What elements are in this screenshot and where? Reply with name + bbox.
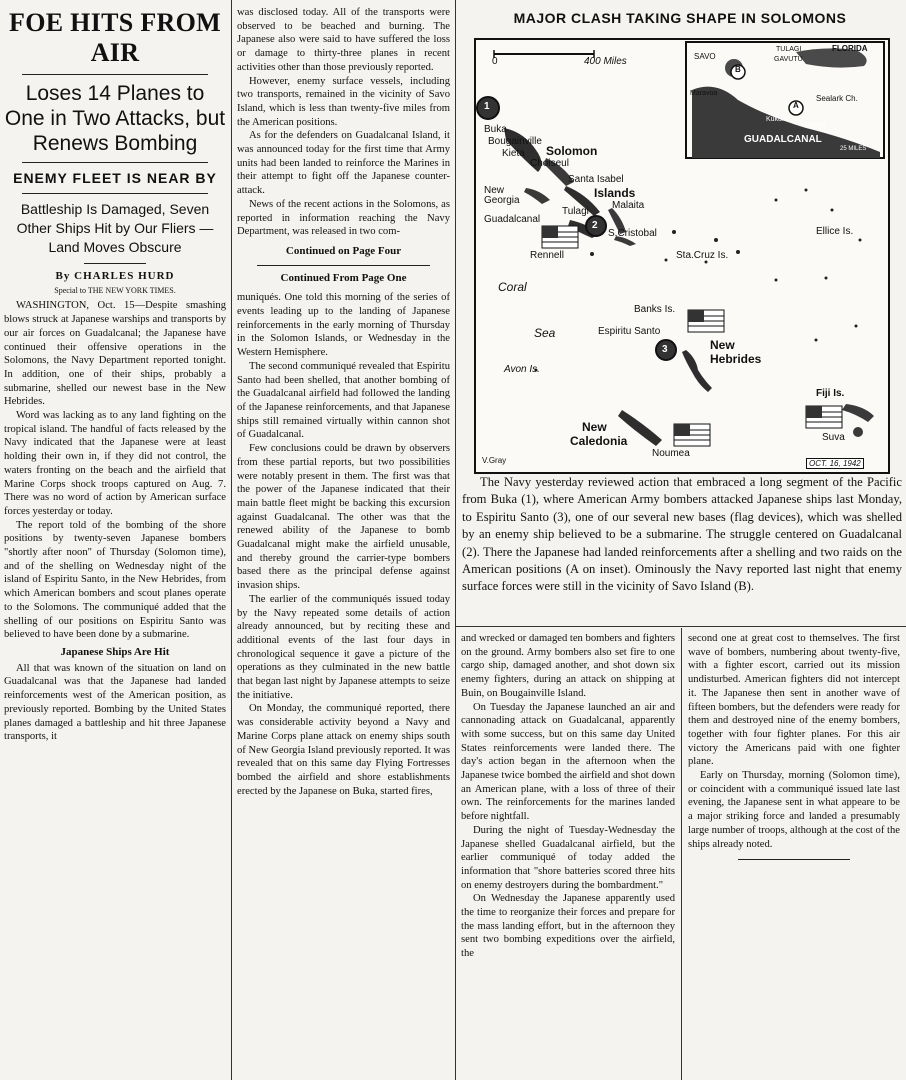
flag-noumea	[674, 424, 710, 446]
label-avon: Avon Is.	[504, 364, 540, 375]
label-tulagi: Tulagi	[562, 206, 589, 217]
new-hebrides-islands	[682, 350, 712, 392]
map-bottom-rule	[456, 626, 906, 627]
label-choiseul: Choiseul	[530, 158, 569, 169]
flag-guadalcanal	[542, 226, 578, 248]
divider	[257, 265, 430, 266]
inset-marker-a-letter: A	[793, 101, 799, 110]
solomons-map	[474, 38, 890, 474]
label-santa-isabel: Santa Isabel	[568, 174, 624, 185]
divider	[22, 193, 208, 194]
label-guadalcanal: Guadalcanal	[484, 214, 541, 225]
jump-line-continued-from: Continued From Page One	[280, 271, 407, 284]
label-espiritu-santo: Espiritu Santo	[598, 326, 661, 337]
label-banks: Banks Is.	[634, 304, 676, 315]
paragraph: The second communiqué revealed that Espiritu Santo had been shelled, that another bombing of the Guadalcanal airfield had followed the landing of the Japanese reinforcements, and that Japanese ships still remained virtually within cannon shot of Guadalcanal.	[237, 360, 450, 441]
paragraph: As for the defenders on Guadalcanal Island, it was announced today for the first time that Army units had been landed to reinforce the Marines in their attempt to fight off the Japanese counter-attack.	[237, 130, 450, 197]
inset-label-florida: FLORIDA	[832, 44, 868, 53]
inset-label-maravoa: Maravoa	[690, 90, 718, 97]
label-ellice: Ellice Is.	[816, 226, 854, 237]
divider	[22, 162, 208, 163]
column-rule-3	[681, 628, 682, 1080]
label-sta-cruz: Sta.Cruz Is.	[676, 250, 729, 261]
fiji-islands	[842, 404, 874, 422]
label-malaita: Malaita	[612, 200, 645, 211]
deck-three: Battleship Is Damaged, Seven Other Ships Hit by Our Fliers —Land Moves Obscure	[16, 201, 214, 255]
new-georgia-island	[524, 188, 550, 204]
paragraph: The report told of the bombing of the shore positions by twenty-seven Japanese bombers "shortly after noon" of Thursday (Solomon time), and of the shelling on Wednesday night of the island of Espiritu Santo, in the New Hebrides, from which American bombers and scout planes operate to the Solomons. The communiqué added that the shelling of our positions on Espiritu Santo was believed to have been done by a submarine.	[4, 519, 226, 641]
scale-label: 400 Miles	[584, 56, 627, 67]
inset-label-tulagi: TULAGI	[776, 46, 802, 53]
label-new-hebrides-2: Hebrides	[710, 352, 762, 366]
paragraph: News of the recent actions in the Solomons, as reported in information reaching the Navy Department, was released in two com-	[237, 198, 450, 238]
paragraph: However, enemy surface vessels, including two transports, remained in the vicinity of Savo Island, which is less than twenty-five miles from the American positions.	[237, 75, 450, 128]
paragraph: On Wednesday the Japanese apparently used the time to reorganize their forces and prepare for the mass landing effort, but in the afternoon they sent two bombing expeditions over the airfield, the	[461, 893, 675, 960]
marker-3-number: 3	[662, 344, 668, 355]
label-new-caledonia-2: Caledonia	[570, 434, 628, 448]
paragraph: was disclosed today. All of the transports were observed to be beached and burning. The Japanese also were said to have suffered the loss or damage to thirty-three planes in recent activities other than those previously reported.	[237, 7, 450, 73]
paragraph: WASHINGTON, Oct. 15—Despite smashing blows struck at Japanese warships and transports by our air forces on Guadalcanal; the Japanese have continued their offensive operations in the Solomons, the Navy Department reported tonight. In addition, one of their ships, probably a submarine, shelled our newest base in the New Hebrides.	[4, 300, 226, 408]
paragraph: and wrecked or damaged ten bombers and fighters on the ground. Army bombers also set fire to one cargo ship, damaged another, and shot down six enemy fighters, during an attack on shipping at Buin, on Bougainville Island.	[461, 633, 675, 699]
end-rule	[738, 859, 850, 860]
byline: By CHARLES HURD	[55, 270, 175, 282]
column-rule-2	[455, 0, 456, 1080]
deck-one: Loses 14 Planes to One in Two Attacks, but Renews Bombing	[4, 82, 226, 155]
subhead: Japanese Ships Are Hit	[60, 645, 170, 658]
marker-2-number: 2	[592, 220, 598, 231]
paragraph: During the night of Tuesday-Wednesday the Japanese shelled Guadalcanal airfield, but the earlier communiqué of today added the information that "shore batteries scored three hits on enemy destroyers during the bombardment."	[461, 824, 675, 891]
article-column-2	[237, 6, 450, 1078]
article-column-4	[688, 632, 900, 1078]
label-s-cristobal: S.Cristobal	[608, 228, 657, 239]
inset-label-tenaru: Tenaru	[804, 122, 826, 129]
paragraph: The earlier of the communiqués issued today by the Navy repeated some details of action already announced, but by reciting these and additional events of the last four days in chronological sequence it gave a picture of the operations as they culminated in the new battle that began last night by Japanese attempts to seize the initiative.	[237, 593, 450, 701]
label-suva: Suva	[822, 432, 845, 443]
divider	[84, 263, 146, 264]
inset-marker-b-letter: B	[735, 65, 741, 74]
paragraph: On Monday, the communiqué reported, there was considerable activity beyond a Navy and Marine Corps plane attack on enemy ships south of New Georgia Island previously reported. It was revealed that on this same day Flying Fortresses bombed the airfield and shore establishments erected by the Japanese on Buka, started fires,	[237, 703, 450, 797]
flag-fiji	[806, 406, 842, 428]
map-caption: The Navy yesterday reviewed action that embraced a long segment of the Pacific from Buka (1), where American Army bombers attacked Japanese ships last Monday, to Espiritu Santo (3), one of our several new bases (flag devices), which was shelled by an enemy ship believed to be a submarine. The struggle centered on Guadalcanal (2). There the Japanese had landed reinforcements after a shelling and two raids on the American positions (A on inset). Ominously the Navy reported last night that enemy surface forces were still in the vicinity of Savo Island (B).	[462, 475, 902, 594]
inset-scale: 25 MILES	[840, 146, 867, 152]
label-bougainville: Bougainville	[488, 136, 542, 147]
paragraph: Early on Thursday, morning (Solomon time), or coincident with a communiqué issued late last evening, the Japanese sent in what appeare to be a major striking force and landed a presumably large number of troops, although at the cost of the ships already noted.	[688, 770, 900, 850]
label-noumea: Noumea	[652, 448, 690, 459]
headline: FOE HITS FROM AIR	[9, 8, 221, 67]
label-solomon: Solomon	[546, 144, 598, 158]
label-buka: Buka	[484, 124, 507, 135]
flag-espiritu-santo	[688, 310, 724, 332]
article-column-1	[4, 8, 226, 1078]
jump-line-continued-on: Continued on Page Four	[285, 244, 402, 257]
divider	[22, 74, 208, 75]
inset-label-savo: SAVO	[694, 52, 716, 61]
marker-1-number: 1	[484, 101, 490, 112]
inset-label-kukum: Kukum	[766, 116, 788, 123]
paragraph: All that was known of the situation on land on Guadalcanal was that the Japanese had landed reinforcements west of the American position, as previously reported. Bombing by the United States planes damaged a battleship and hit three Japanese transports, it	[4, 662, 226, 743]
deck-two: ENEMY FLEET IS NEAR BY	[13, 170, 217, 186]
label-new-georgia: New Georgia	[484, 185, 520, 206]
paragraph: muniqués. One told this morning of the series of events leading up to the landing of Japanese reinforcements in the early morning of Thursday in the Solomon Islands, or Wednesday in the Western Hemisphere.	[237, 292, 450, 359]
paragraph: Word was lacking as to any land fighting on the tropical island. The handful of facts released by the Navy indicated that the Japanese were at least holding their own in, if they did not control, the waters fronting on the beach and the airfield that Marine Corps shock troops captured on Aug. 7. There was no word of action by American surface forces yesterday or today.	[4, 410, 226, 517]
inset-label-gavutu: GAVUTU	[774, 56, 803, 63]
label-islands: Islands	[594, 186, 636, 200]
inset-label-guadalcanal: GUADALCANAL	[744, 134, 822, 145]
map-title: MAJOR CLASH TAKING SHAPE IN SOLOMONS	[513, 10, 847, 26]
paragraph: Few conclusions could be drawn by observers from these partial reports, but two possibilities were notably present in them. The first was that the power of the Japanese indicated that their main battle fleet might be backing this excursion against Guadalcanal. The other was that the renewed ability of the Japanese to bomb Guadalcanal might make the airfield unusable, and thereby ground the carrier-type bombers based there as the principal defense against invasion ships.	[237, 443, 450, 592]
label-new-caledonia-1: New	[582, 420, 607, 434]
label-kieta: Kieta	[502, 148, 525, 159]
label-fiji: Fiji Is.	[816, 388, 845, 399]
article-column-3	[461, 632, 675, 1078]
paragraph: On Tuesday the Japanese launched an air and cannonading attack on Guadalcanal, apparently with some success, but on this same day United States reinforcements were landed there. The day's action began in the afternoon when the Japanese twice bombed the airfield and shot down an American plane, with a loss of three of their own. The reinforcements for the marines landed before nightfall.	[461, 701, 675, 823]
map-date-stamp: OCT. 16, 1942	[806, 458, 864, 469]
scale-zero: 0	[492, 56, 498, 67]
column-rule-1	[231, 0, 232, 1080]
special-credit: Special to THE NEW YORK TIMES.	[54, 285, 176, 295]
label-coral: Coral	[498, 280, 527, 294]
label-rennell: Rennell	[530, 250, 564, 261]
paragraph: second one at great cost to themselves. The first wave of bombers, numbering about twenty-five, with a fighter escort, carried out its mission undisturbed. American fighters did not intercept it. The Japanese then sent in another wave of fifteen bombers, but the defenders were ready for them and destroyed nine of the enemy bombers, together with four fighter planes. For this air victory the Americans paid with one fighter plane.	[688, 633, 900, 768]
label-sea: Sea	[534, 326, 556, 340]
map-credit: V.Gray	[482, 456, 507, 465]
label-new-hebrides-1: New	[710, 338, 735, 352]
inset-label-sealark: Sealark Ch.	[816, 94, 858, 103]
